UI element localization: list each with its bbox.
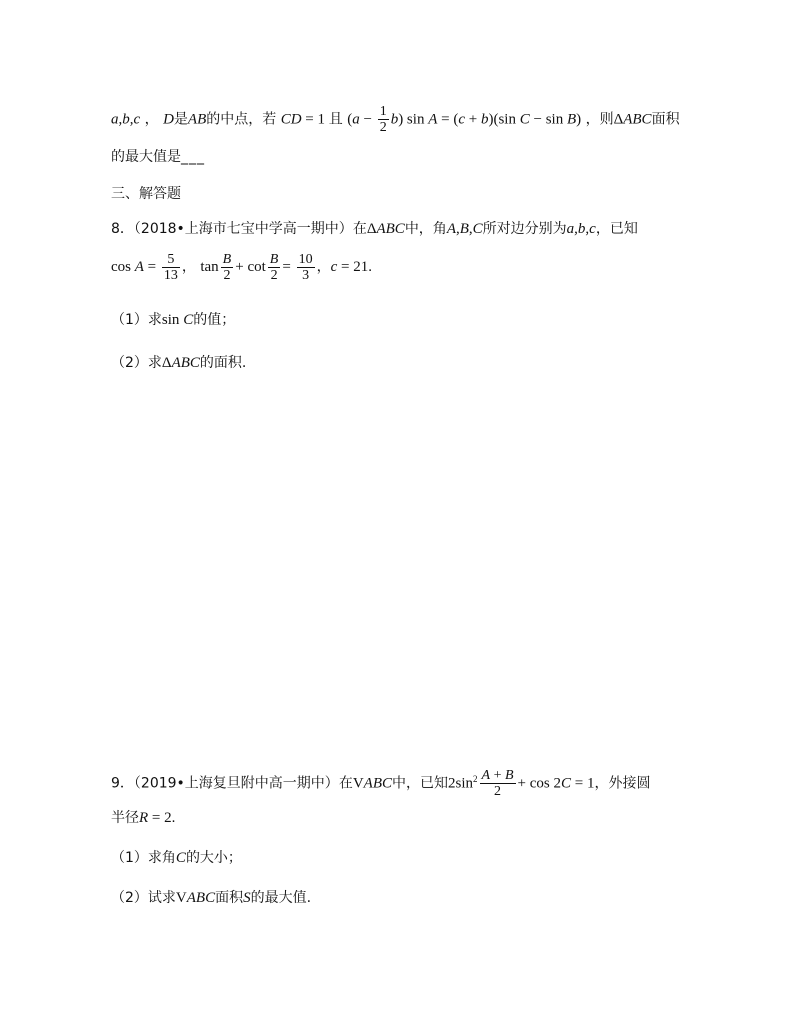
text: 的大小； [185,850,242,866]
text: 半径 [111,810,139,826]
text: 面积 [215,890,244,906]
q8-sub-2: （2）求ΔABC的面积. [111,355,247,371]
text: 是 [173,111,188,128]
fraction-b-2: $\frac{B}{2}$ [269,251,279,283]
text: 求角 [147,850,176,866]
text: 的最大值. [250,890,312,906]
text: 在 [352,221,367,237]
math-ab: AB [187,111,207,128]
answer-blank: ___ [181,149,205,165]
q9-sub-2: （2）试求VABC面积S的最大值. [111,890,312,906]
text: 中，已知 [392,775,448,792]
sub-number: （2） [111,355,148,371]
fraction-half: $\frac{1}{2}$ [379,104,387,135]
q7-continuation-line-2 [111,147,205,167]
q8-line-2: cos A = $\frac{5}{13}$ ， tan $\frac{B}{2}$ + cot $\frac{B}{2}$ = $\frac{10}{3}$ ，c = 21. [111,251,372,283]
q9-line-2: 半径R = 2. [111,810,176,826]
q8-line-1: 8．（2018•上海市七宝中学高一期中）在ΔABC中，角A,B,C所对边分别为a,b,c，已知 [111,221,638,237]
sub-number: （1） [111,312,148,328]
fraction-a-plus-b-over-2: $\frac{A + B}{2}$ [481,768,514,800]
fraction-10-3: $\frac{10}{3}$ [298,251,313,283]
text: 在 [338,775,353,792]
text: 且 [328,111,343,128]
text: 中，角 [404,221,447,237]
sub-number: （1） [111,850,148,866]
math-d: D [163,111,174,128]
math-cd: CD [280,111,302,128]
question-source: （2019•上海复旦附中高一期中） [133,775,339,792]
text: ， [144,111,159,128]
question-number: 9． [111,775,134,792]
sub-number: （2） [111,890,148,906]
q7-continuation-line-1: a,b,c ， D是AB的中点，若 CD = 1 且 (a − $\frac{1}{2}$ b) sin A = (c + b)(sin C − sin B) ，则ΔABC面积 [111,104,680,135]
text: 的最大值是 [111,149,181,165]
text: ，则 [585,111,614,128]
question-number: 8． [111,221,134,237]
text: 的面积. [199,355,247,371]
fraction-b-2: $\frac{B}{2}$ [222,251,232,283]
q8-sub-1: （1）求sin C的值； [111,312,236,328]
section-title: 三、解答题 [111,186,181,202]
fraction-5-13: $\frac{5}{13}$ [163,251,178,283]
text: 的中点，若 [206,111,277,128]
text: 面积 [651,111,680,128]
q9-sub-1: （1）求角C的大小； [111,850,242,866]
text: 所对边分别为 [482,221,567,237]
text: ，外接圆 [594,775,651,792]
text: 试求 [147,890,176,906]
text: 的值； [193,312,236,328]
question-source: （2018•上海市七宝中学高一期中） [133,221,353,237]
text: ，已知 [595,221,638,237]
math-abc: a [111,111,119,128]
text: 求 [147,355,162,371]
text: 求 [147,312,162,328]
q9-line-1: 9．（2019•上海复旦附中高一期中）在VABC中，已知$2\sin^2$ $\frac{A + B}{2}$ + cos 2C = 1，外接圆 [111,768,651,800]
